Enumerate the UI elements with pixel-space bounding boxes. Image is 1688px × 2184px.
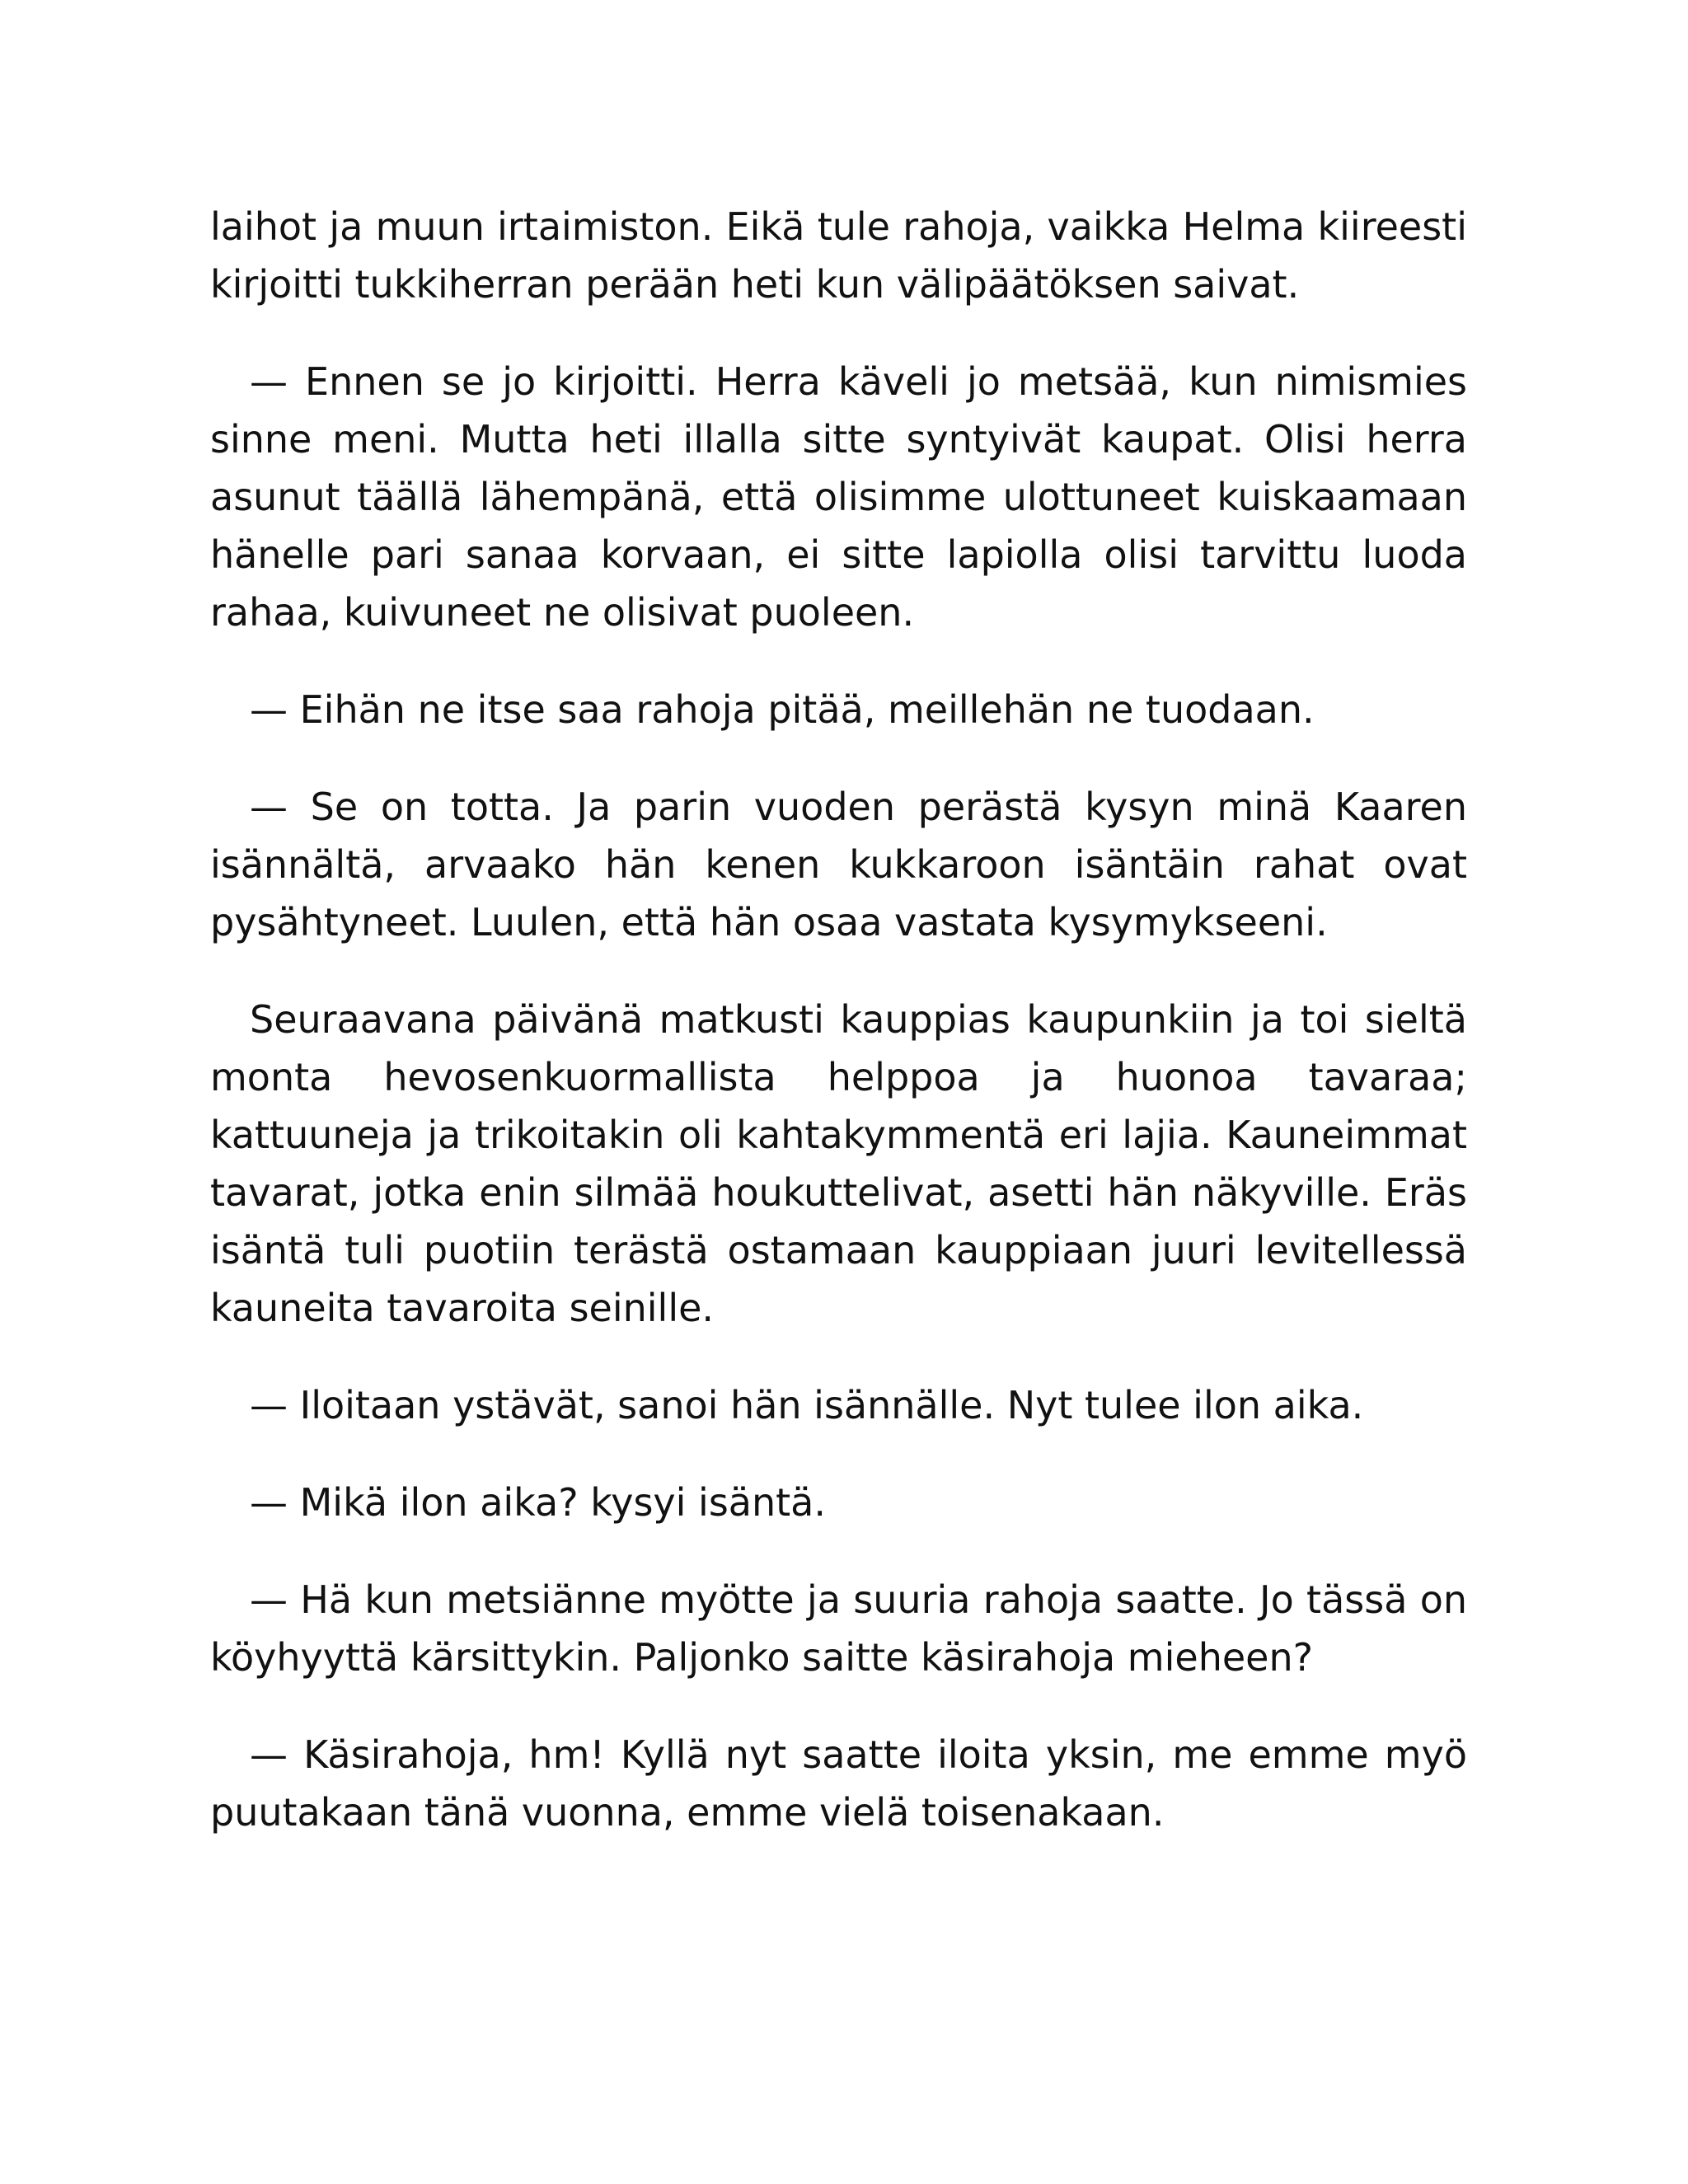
paragraph: — Ennen se jo kirjoitti. Herra käveli jo metsää, kun nimismies sinne meni. Mutta heti illalla sitte syntyivät kaupat. Olisi herra asunut täällä lähempänä, että olisimme ulottuneet kuiskaamaan hänelle pari sanaa korvaan, ei sitte lapiolla olisi tarvittu luoda rahaa, kuivuneet ne olisivat puoleen. bbox=[210, 359, 1467, 635]
paragraph: — Eihän ne itse saa rahoja pitää, meillehän ne tuodaan. bbox=[250, 687, 1315, 732]
document-body bbox=[210, 198, 1467, 1881]
paragraph: — Käsirahoja, hm! Kyllä nyt saatte iloita yksin, me emme myö puutakaan tänä vuonna, emme vielä toisenakaan. bbox=[210, 1732, 1467, 1835]
paragraph: — Hä kun metsiänne myötte ja suuria rahoja saatte. Jo tässä on köyhyyttä kärsittykin. Paljonko saitte käsirahoja mieheen? bbox=[210, 1577, 1467, 1680]
paragraph: — Iloitaan ystävät, sanoi hän isännälle. Nyt tulee ilon aika. bbox=[250, 1383, 1364, 1427]
paragraph: Seuraavana päivänä matkusti kauppias kaupunkiin ja toi sieltä monta hevosenkuormallista helppoa ja huonoa tavaraa; kattuuneja ja trikoitakin oli kahtakymmentä eri lajia. Kauneimmat tavarat, jotka enin silmää houkuttelivat, asetti hän näkyville. Eräs isäntä tuli puotiin terästä ostamaan kauppiaan juuri levitellessä kauneita tavaroita seinille. bbox=[210, 997, 1467, 1330]
paragraph: — Se on totta. Ja parin vuoden perästä kysyn minä Kaaren isännältä, arvaako hän kenen kukkaroon isäntäin rahat ovat pysähtyneet. Luulen, että hän osaa vastata kysymykseeni. bbox=[210, 785, 1467, 944]
paragraph: — Mikä ilon aika? kysyi isäntä. bbox=[250, 1480, 826, 1525]
paragraph: laihot ja muun irtaimiston. Eikä tule rahoja, vaikka Helma kiireesti kirjoitti tukkiherran perään heti kun välipäätöksen saivat. bbox=[210, 204, 1467, 307]
